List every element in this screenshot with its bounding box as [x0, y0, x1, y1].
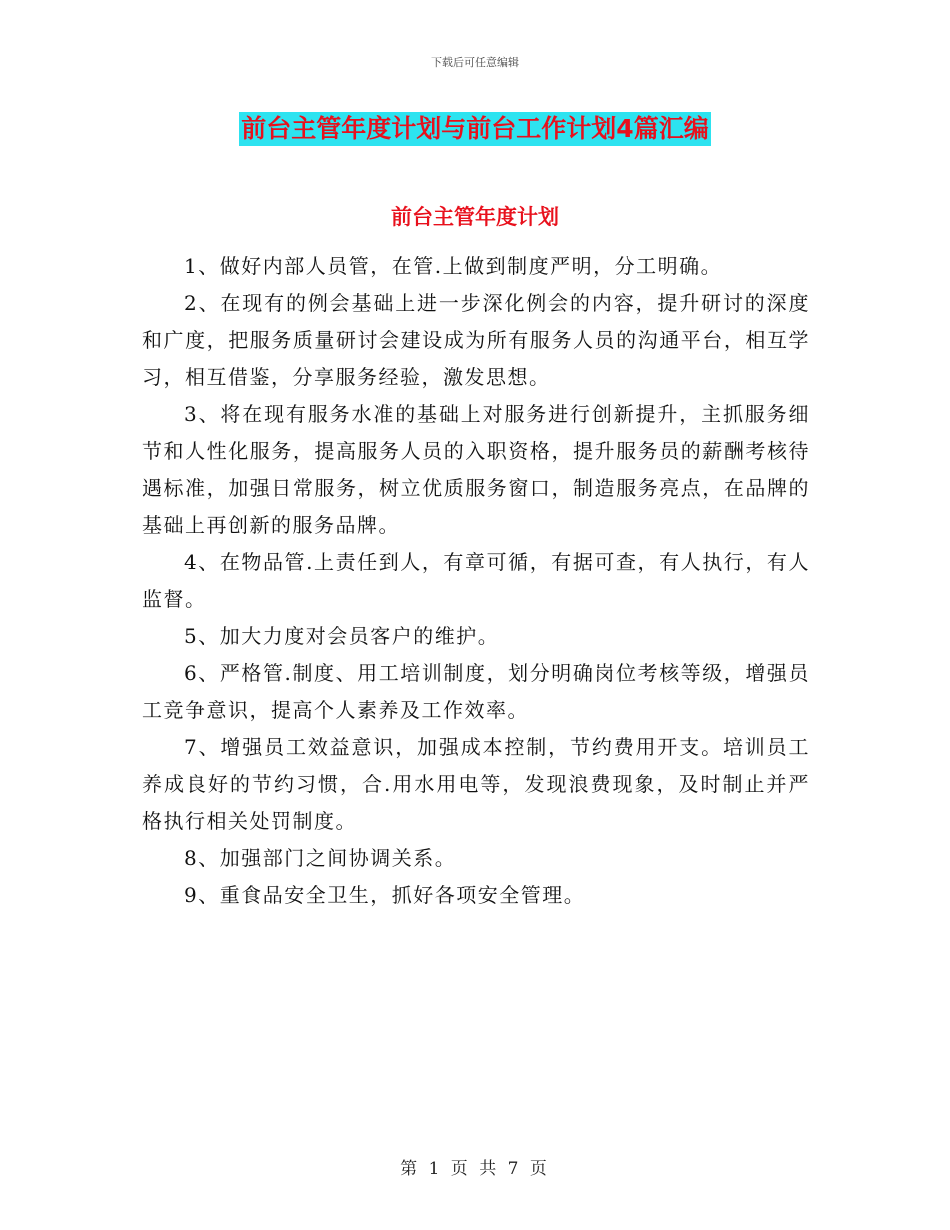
paragraph-5: 5、加大力度对会员客户的维护。 [184, 624, 500, 648]
paragraph-1: 1、做好内部人员管，在管.上做到制度严明，分工明确。 [184, 254, 723, 278]
paragraph-6: 6、严格管.制度、用工培训制度，划分明确岗位考核等级，增强员工竞争意识，提高个人素养及工作效率。 [142, 661, 810, 722]
paragraph-3: 3、将在现有服务水准的基础上对服务进行创新提升，主抓服务细节和人性化服务，提高服务人员的入职资格，提升服务员的薪酬考核待遇标准，加强日常服务，树立优质服务窗口，制造服务亮点，在品牌的基础上再创新的服务品牌。 [142, 402, 810, 537]
paragraph-7: 7、增强员工效益意识，加强成本控制，节约费用开支。培训员工养成良好的节约习惯，合.用水用电等，发现浪费现象，及时制止并严格执行相关处罚制度。 [142, 735, 810, 833]
main-title-container [0, 112, 950, 146]
main-title: 前台主管年度计划与前台工作计划4篇汇编 [239, 112, 710, 146]
document-body [142, 248, 810, 914]
header-note: 下载后可任意编辑 [431, 56, 519, 69]
paragraph-8: 8、加强部门之间协调关系。 [184, 846, 457, 870]
paragraph-4: 4、在物品管.上责任到人，有章可循，有据可查，有人执行，有人监督。 [142, 550, 810, 611]
paragraph-2: 2、在现有的例会基础上进一步深化例会的内容，提升研讨的深度和广度，把服务质量研讨会建设成为所有服务人员的沟通平台，相互学习，相互借鉴，分享服务经验，激发思想。 [142, 291, 810, 389]
page-footer: 第 1 页 共 7 页 [400, 1159, 550, 1179]
paragraph-9: 9、重食品安全卫生，抓好各项安全管理。 [184, 883, 586, 907]
section-title: 前台主管年度计划 [391, 205, 559, 229]
